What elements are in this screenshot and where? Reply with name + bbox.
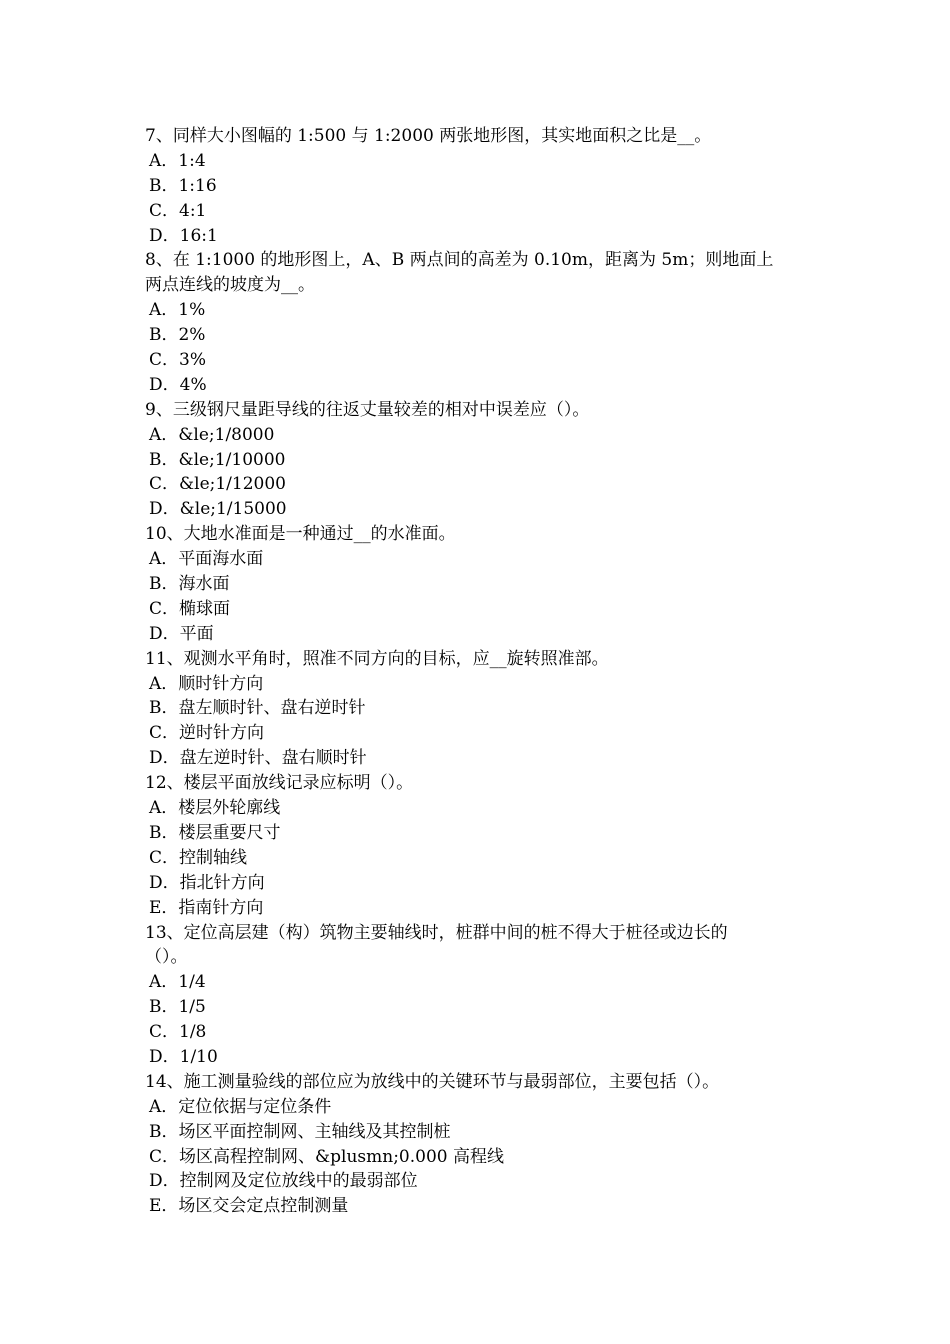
question-11-stem: 11、观测水平角时，照准不同方向的目标，应__旋转照准部。 [145, 648, 609, 669]
question-12-option-b: B．楼层重要尺寸 [149, 822, 281, 843]
question-14-option-c: C．场区高程控制网、&plusmn;0.000 高程线 [149, 1146, 504, 1167]
question-7-option-d: D．16:1 [149, 225, 218, 246]
question-8-stem-line-1: 8、在 1:1000 的地形图上，A、B 两点间的高差为 0.10m，距离为 5m；则地面上 [145, 250, 774, 271]
question-10-option-c: C．椭球面 [149, 598, 231, 619]
question-11-option-b: B．盘左顺时针、盘右逆时针 [149, 698, 366, 719]
question-11-option-a: A．顺时针方向 [149, 673, 264, 694]
question-14-option-b: B．场区平面控制网、主轴线及其控制桩 [149, 1121, 451, 1142]
question-14-option-e: E．场区交会定点控制测量 [149, 1196, 349, 1217]
question-7-stem: 7、同样大小图幅的 1:500 与 1:2000 两张地形图，其实地面积之比是__。 [145, 126, 712, 146]
question-13-stem-line-2: （）。 [145, 947, 188, 968]
question-9-option-d: D．&le;1/15000 [149, 499, 287, 520]
question-14-stem: 14、施工测量验线的部位应为放线中的关键环节与最弱部位，主要包括（）。 [145, 1071, 720, 1092]
question-10-option-d: D．平面 [149, 623, 214, 644]
question-7-option-a: A．1:4 [149, 150, 206, 171]
question-8-option-d: D．4% [149, 374, 207, 395]
question-7-option-c: C．4:1 [149, 200, 207, 221]
question-12-stem: 12、楼层平面放线记录应标明（）。 [145, 773, 414, 794]
question-13-option-d: D．1/10 [149, 1046, 218, 1067]
question-12-option-c: C．控制轴线 [149, 847, 248, 868]
question-13-option-b: B．1/5 [149, 997, 206, 1018]
question-10-option-a: A．平面海水面 [149, 549, 264, 570]
question-8-option-b: B．2% [149, 325, 206, 346]
question-10-stem: 10、大地水准面是一种通过__的水准面。 [145, 524, 456, 545]
question-9-option-c: C．&le;1/12000 [149, 474, 286, 495]
question-9-stem: 9、三级钢尺量距导线的往返丈量较差的相对中误差应（）。 [145, 399, 590, 420]
question-10-option-b: B．海水面 [149, 574, 230, 595]
question-9-option-b: B．&le;1/10000 [149, 449, 286, 470]
question-12-option-a: A．楼层外轮廓线 [149, 798, 281, 819]
question-list [145, 124, 810, 1219]
question-13-stem-line-1: 13、定位高层建（构）筑物主要轴线时，桩群中间的桩不得大于桩径或边长的 [145, 922, 728, 943]
question-12-option-d: D．指北针方向 [149, 872, 265, 893]
question-9-option-a: A．&le;1/8000 [149, 424, 275, 445]
question-12-option-e: E．指南针方向 [149, 897, 264, 918]
question-8-option-c: C．3% [149, 350, 206, 371]
question-13-option-c: C．1/8 [149, 1022, 207, 1043]
question-8-option-a: A．1% [149, 300, 206, 321]
question-7-option-b: B．1:16 [149, 175, 217, 196]
question-14-option-d: D．控制网及定位放线中的最弱部位 [149, 1171, 418, 1192]
question-8-stem-line-2: 两点连线的坡度为__。 [145, 275, 315, 296]
question-14-option-a: A．定位依据与定位条件 [149, 1096, 332, 1117]
question-13-option-a: A．1/4 [149, 972, 206, 993]
question-11-option-c: C．逆时针方向 [149, 723, 265, 744]
question-11-option-d: D．盘左逆时针、盘右顺时针 [149, 748, 367, 769]
